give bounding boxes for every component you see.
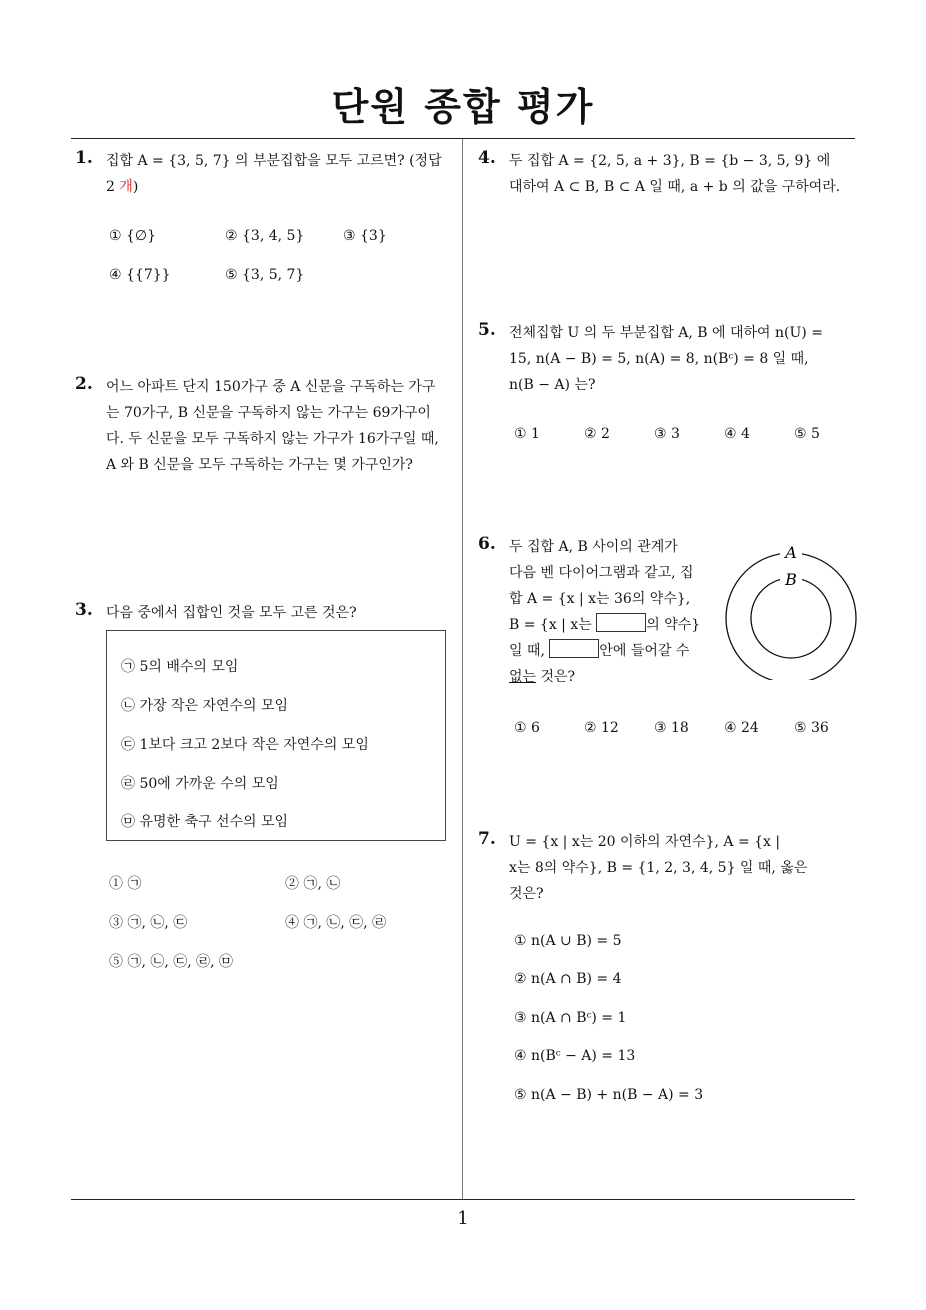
option-4[interactable]: ④ 24 [724,720,759,736]
option-3[interactable]: ③ 18 [654,720,689,736]
question-number: 1. [75,148,93,168]
question-text [509,829,859,907]
question-text-line: 는 70가구, B 신문을 구독하지 않는 가구는 69가구이 [106,405,431,421]
question-text-line: 집합 A = {3, 5, 7} 의 부분집합을 모두 고르면? (정답 [106,153,442,169]
question-number: 3. [75,600,93,620]
option-4[interactable]: ④ {{7}} [109,267,171,283]
question-text-line: x는 8의 약수}, B = {1, 2, 3, 4, 5} 일 때, 옳은 [509,860,808,876]
question-text-line: 합 A = {x | x는 36의 약수}, [509,591,691,607]
question-text-line: 다. 두 신문을 모두 구독하지 않는 가구가 16가구일 때, [106,431,439,447]
venn-label-b: B [785,570,797,589]
option-3[interactable]: ③ ㉠, ㉡, ㉢ [109,915,188,931]
statement-item: ㉡ 가장 작은 자연수의 모임 [121,698,289,714]
question-number: 7. [478,829,496,849]
question-text [509,148,859,200]
underlined-text: 없는 [509,669,537,685]
question-text-line: B = {x | x는 [509,617,592,633]
question-text-line: 두 집합 A, B 사이의 관계가 [509,539,678,555]
option-3[interactable]: ③ {3} [343,228,387,244]
highlight-text: 개 [119,179,133,195]
option-1[interactable]: ① ㉠ [109,876,142,892]
statement-item: ㉣ 50에 가까운 수의 모임 [121,776,279,792]
question-text-line: 전체집합 U 의 두 부분집합 A, B 에 대하여 n(U) = [509,325,823,341]
statement-item: ㉤ 유명한 축구 선수의 모임 [121,814,289,830]
question-text-line: 안에 들어갈 수 [599,643,690,659]
question-text [509,534,714,690]
option-3[interactable]: ③ 3 [654,426,680,442]
question-number: 5. [478,320,496,340]
question-text-line: 일 때, [509,643,545,659]
question-text-line: 의 약수} [646,617,701,633]
question-number: 2. [75,374,93,394]
option-5[interactable]: ⑤ 36 [794,720,829,736]
question-text: 다음 중에서 집합인 것을 모두 고른 것은? [106,605,357,621]
question-text-line: 다음 벤 다이어그램과 같고, 집 [509,565,694,581]
question-number: 6. [478,534,496,554]
option-2[interactable]: ② 12 [584,720,619,736]
statement-item: ㉠ 5의 배수의 모임 [121,659,239,675]
question-text-line: 대하여 A ⊂ B, B ⊂ A 일 때, a + b 의 값을 구하여라. [509,179,841,195]
option-2[interactable]: ② n(A ∩ B) = 4 [514,971,622,987]
option-1[interactable]: ① 1 [514,426,540,442]
question-text [509,320,859,398]
answer-blank [596,613,646,632]
question-number: 4. [478,148,496,168]
page-title: 단원 종합 평가 [331,85,595,129]
venn-diagram [722,540,862,680]
option-1[interactable]: ① n(A ∪ B) = 5 [514,933,622,949]
page-number: 1 [457,1208,469,1229]
question-text-line: 어느 아파트 단지 150가구 중 A 신문을 구독하는 가구 [106,379,436,395]
option-1[interactable]: ① 6 [514,720,540,736]
question-text [106,148,456,200]
option-1[interactable]: ① {∅} [109,228,157,244]
question-text-line: 것은? [509,886,544,902]
question-text-line: n(B − A) 는? [509,377,596,393]
question-text-line: U = {x | x는 20 이하의 자연수}, A = {x | [509,834,781,850]
question-text-line: A 와 B 신문을 모두 구독하는 가구는 몇 가구인가? [106,457,413,473]
question-text [106,374,461,478]
question-text-line: 것은? [536,669,576,685]
question-text-line: ) [132,179,139,195]
option-3[interactable]: ③ n(A ∩ Bᶜ) = 1 [514,1010,627,1026]
option-5[interactable]: ⑤ n(A − B) + n(B − A) = 3 [514,1087,704,1103]
option-4[interactable]: ④ n(Bᶜ − A) = 13 [514,1048,636,1064]
option-4[interactable]: ④ 4 [724,426,750,442]
question-text-line: 15, n(A − B) = 5, n(A) = 8, n(Bᶜ) = 8 일 때, [509,351,809,367]
top-rule [71,138,855,139]
option-4[interactable]: ④ ㉠, ㉡, ㉢, ㉣ [285,915,387,931]
bottom-rule [71,1199,855,1200]
column-divider [462,139,463,1199]
option-2[interactable]: ② 2 [584,426,610,442]
question-text-line: 두 집합 A = {2, 5, a + 3}, B = {b − 3, 5, 9} 에 [509,153,831,169]
question-text-line: 2 [106,179,115,195]
option-2[interactable]: ② {3, 4, 5} [225,228,305,244]
option-5[interactable]: ⑤ {3, 5, 7} [225,267,305,283]
venn-label-a: A [785,543,797,562]
option-2[interactable]: ② ㉠, ㉡ [285,876,341,892]
answer-blank [549,639,599,658]
statement-box [106,630,446,841]
statement-item: ㉢ 1보다 크고 2보다 작은 자연수의 모임 [121,737,369,753]
option-5[interactable]: ⑤ 5 [794,426,820,442]
option-5[interactable]: ⑤ ㉠, ㉡, ㉢, ㉣, ㉤ [109,954,234,970]
